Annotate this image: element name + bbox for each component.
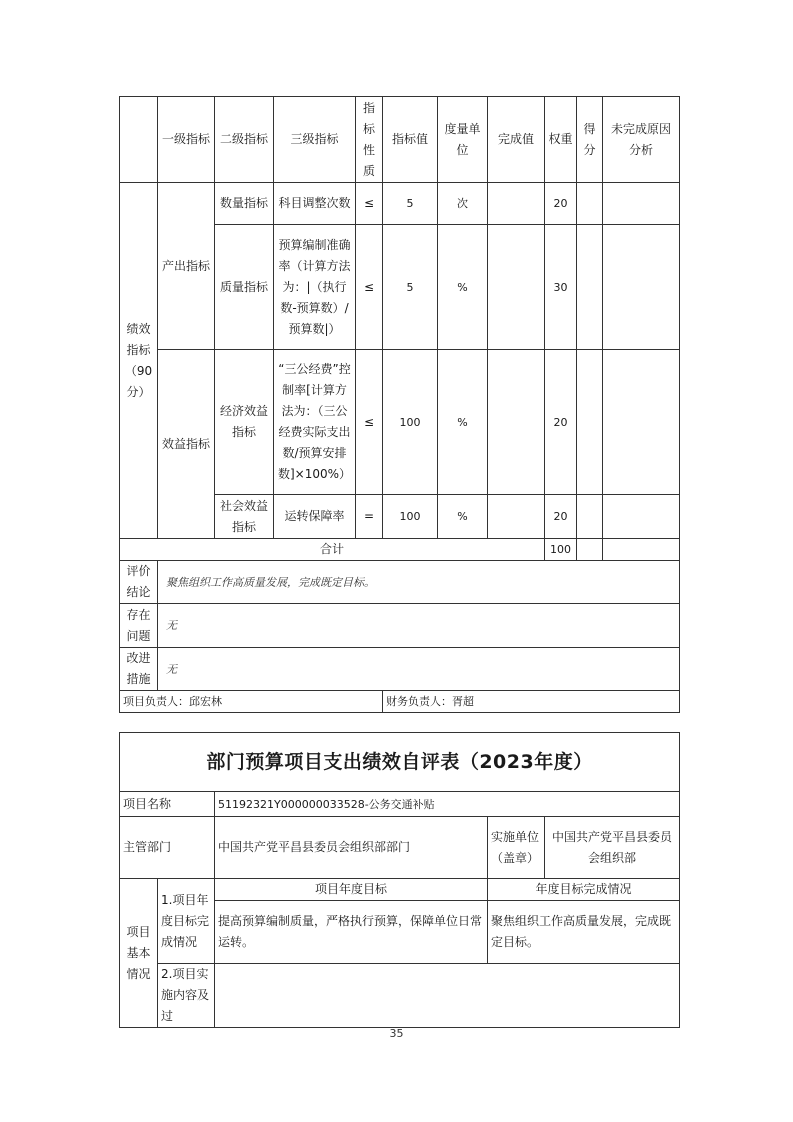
score-cell	[577, 183, 603, 225]
header-value: 指标值	[383, 97, 438, 183]
item2-label: 2.项目实施内容及过	[158, 964, 215, 1028]
unit-cell: %	[438, 350, 488, 495]
level3-cell: 预算编制准确率（计算方法为：|（执行数-预算数）/预算数|）	[274, 225, 356, 350]
header-row	[120, 97, 680, 183]
dept-value: 中国共产党平昌县委员会组织部部门	[215, 817, 488, 879]
header-reason: 未完成原因分析	[603, 97, 680, 183]
nature-cell: =	[356, 495, 383, 539]
item2-row	[120, 964, 680, 1028]
total-weight: 100	[545, 539, 577, 561]
issues-label: 存在问题	[120, 604, 158, 648]
dept-row	[120, 817, 680, 879]
weight-cell: 20	[545, 495, 577, 539]
level2-cell: 质量指标	[215, 225, 274, 350]
unit-cell: 次	[438, 183, 488, 225]
header-score: 得分	[577, 97, 603, 183]
reason-cell	[603, 495, 680, 539]
reason-cell	[603, 225, 680, 350]
level3-cell: “三公经费”控制率[计算方法为：（三公经费实际支出数/预算安排数]×100%）	[274, 350, 356, 495]
page-title: 部门预算项目支出绩效自评表（2023年度）	[120, 733, 680, 792]
issues-row	[120, 604, 680, 648]
actual-cell	[488, 225, 545, 350]
conclusion-row	[120, 561, 680, 604]
header-level3: 三级指标	[274, 97, 356, 183]
project-name-row	[120, 792, 680, 817]
header-weight: 权重	[545, 97, 577, 183]
finance-lead: 财务负责人：胥超	[383, 691, 680, 713]
title-row	[120, 733, 680, 792]
side-label: 绩效指标（90分）	[120, 183, 158, 539]
actual-cell	[488, 495, 545, 539]
basic-info-label: 项目基本情况	[120, 879, 158, 1028]
issues-text: 无	[158, 604, 680, 648]
improve-text: 无	[158, 648, 680, 691]
header-actual: 完成值	[488, 97, 545, 183]
weight-cell: 20	[545, 350, 577, 495]
level3-cell: 运转保障率	[274, 495, 356, 539]
actual-cell	[488, 350, 545, 495]
goal-text: 提高预算编制质量，严格执行预算，保障单位日常运转。	[215, 901, 488, 964]
unit-cell: %	[438, 225, 488, 350]
level2-cell: 社会效益指标	[215, 495, 274, 539]
level1-cell: 效益指标	[158, 350, 215, 539]
page-number: 35	[389, 1027, 404, 1040]
item2-text	[215, 964, 680, 1028]
weight-cell: 20	[545, 183, 577, 225]
level3-cell: 科目调整次数	[274, 183, 356, 225]
header-unit: 度量单位	[438, 97, 488, 183]
improve-label: 改进措施	[120, 648, 158, 691]
total-label: 合计	[120, 539, 545, 561]
total-row	[120, 539, 680, 561]
header-nature: 指标性质	[356, 97, 383, 183]
score-cell	[577, 495, 603, 539]
unit-cell: %	[438, 495, 488, 539]
weight-cell: 30	[545, 225, 577, 350]
project-lead: 项目负责人：邱宏林	[120, 691, 383, 713]
goal-header-row	[120, 879, 680, 901]
item1-label: 1.项目年度目标完成情况	[158, 879, 215, 964]
value-cell: 5	[383, 183, 438, 225]
actual-cell	[488, 183, 545, 225]
project-name-value: 51192321Y000000033528-公务交通补贴	[215, 792, 680, 817]
impl-label: 实施单位（盖章）	[488, 817, 545, 879]
total-score	[577, 539, 603, 561]
reason-cell	[603, 183, 680, 225]
impl-value: 中国共产党平昌县委员会组织部	[545, 817, 680, 879]
value-cell: 5	[383, 225, 438, 350]
conclusion-label: 评价结论	[120, 561, 158, 604]
level1-cell: 产出指标	[158, 183, 215, 350]
total-reason	[603, 539, 680, 561]
header-level2: 二级指标	[215, 97, 274, 183]
table-row	[120, 183, 680, 225]
performance-indicator-table	[119, 96, 680, 713]
table-row	[120, 350, 680, 495]
dept-label: 主管部门	[120, 817, 215, 879]
score-cell	[577, 350, 603, 495]
level2-cell: 数量指标	[215, 183, 274, 225]
nature-cell: ≤	[356, 350, 383, 495]
goal-header: 项目年度目标	[215, 879, 488, 901]
score-cell	[577, 225, 603, 350]
signature-row	[120, 691, 680, 713]
level2-cell: 经济效益指标	[215, 350, 274, 495]
header-level1: 一级指标	[158, 97, 215, 183]
completion-header: 年度目标完成情况	[488, 879, 680, 901]
conclusion-text: 聚焦组织工作高质量发展，完成既定目标。	[158, 561, 680, 604]
blank-corner	[120, 97, 158, 183]
improve-row	[120, 648, 680, 691]
self-evaluation-table	[119, 732, 680, 1028]
project-name-label: 项目名称	[120, 792, 215, 817]
nature-cell: ≤	[356, 225, 383, 350]
value-cell: 100	[383, 495, 438, 539]
value-cell: 100	[383, 350, 438, 495]
reason-cell	[603, 350, 680, 495]
nature-cell: ≤	[356, 183, 383, 225]
completion-text: 聚焦组织工作高质量发展，完成既定目标。	[488, 901, 680, 964]
